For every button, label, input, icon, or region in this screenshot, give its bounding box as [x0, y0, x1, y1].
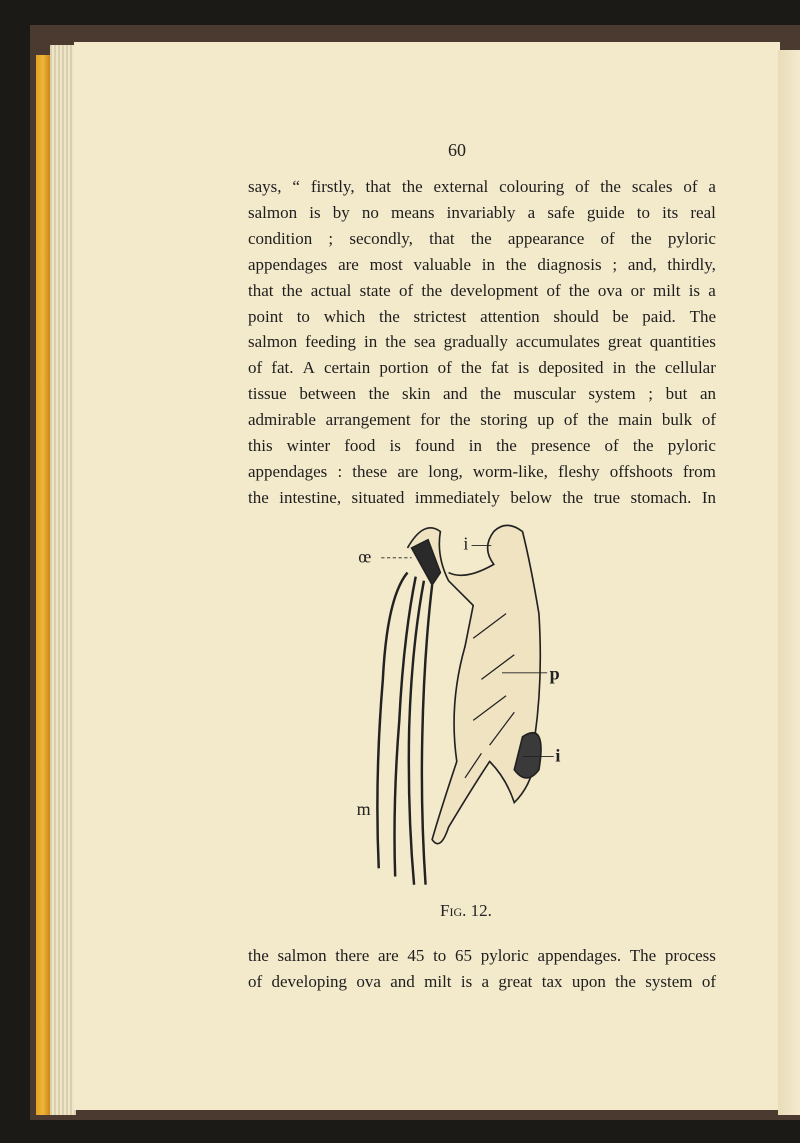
word: of [683, 177, 698, 196]
word: the [421, 280, 443, 300]
word: but [665, 384, 688, 404]
word: appearance [507, 228, 585, 248]
word: condition [248, 228, 313, 248]
word: developing [271, 971, 348, 991]
word: arrangement [325, 410, 411, 430]
word: a [708, 177, 716, 196]
page-edges [50, 45, 76, 1115]
word: pyloric [667, 436, 716, 455]
word: of [546, 280, 561, 300]
word: the [600, 177, 621, 196]
word: true [593, 487, 620, 507]
word: main [618, 410, 653, 430]
figure-illustration [377, 525, 541, 884]
word: or [630, 280, 645, 300]
word: admirable [248, 410, 316, 430]
word: there [335, 946, 370, 965]
word: long, [428, 461, 463, 481]
word: ova [597, 280, 623, 300]
text-line [248, 331, 716, 352]
word: of [398, 280, 414, 300]
word: the [562, 487, 584, 507]
text-line [248, 409, 716, 430]
word: offshoots [609, 461, 673, 481]
word: winter [286, 436, 331, 455]
word: system [588, 384, 636, 404]
word: point [248, 306, 283, 326]
word: to [433, 946, 447, 965]
text-line [248, 945, 716, 966]
text-line [248, 306, 716, 327]
word: paid. [642, 306, 676, 326]
word: and, [627, 254, 657, 274]
word: the [378, 306, 400, 326]
label-pyloric: p [549, 663, 560, 684]
word: 45 [407, 946, 425, 965]
word: is [309, 202, 321, 222]
word: the [587, 410, 609, 430]
word: storing [480, 410, 528, 430]
text-line [248, 357, 716, 378]
word: gradually [443, 332, 508, 352]
word: : [337, 461, 343, 481]
word: for [420, 410, 441, 430]
word: great [607, 332, 642, 352]
word: of [575, 177, 590, 196]
word: situated [351, 487, 405, 507]
word: upon [571, 971, 606, 991]
word: presence [530, 436, 591, 455]
word: a [527, 202, 536, 222]
word: salmon [277, 946, 327, 965]
word: which [323, 306, 366, 326]
word: is [517, 358, 530, 378]
word: the [635, 358, 656, 378]
word: the [480, 384, 501, 404]
word: is [688, 280, 701, 300]
word: fat. [271, 358, 294, 378]
word: a [481, 971, 490, 991]
word: most [369, 254, 403, 274]
word: the [505, 254, 527, 274]
word: be [612, 306, 629, 326]
word: firstly, [310, 177, 355, 196]
word: invariably [446, 202, 516, 222]
word: secondly, [349, 228, 413, 248]
word: that [429, 228, 455, 248]
word: in [468, 436, 482, 455]
word: of [248, 358, 263, 378]
label-intestine-top: i [463, 533, 469, 554]
text-line [248, 254, 716, 275]
figure-caption: Fig. 12. [440, 901, 492, 920]
word: of [600, 228, 615, 248]
word: by [332, 202, 350, 222]
text-line [248, 202, 716, 223]
word: between [299, 384, 356, 404]
word: from [682, 461, 716, 481]
word: the [615, 971, 636, 991]
word: valuable [413, 254, 472, 274]
figure-pyloric-appendages [350, 515, 580, 893]
word: sea [413, 332, 436, 352]
word: its [662, 202, 679, 222]
word: “ [292, 177, 300, 196]
word: great [498, 971, 533, 991]
word: up [537, 410, 555, 430]
word: 65 [455, 946, 472, 965]
word: the [460, 358, 482, 378]
label-milt: m [356, 798, 371, 819]
book-spine-edge [36, 55, 50, 1115]
word: and [390, 971, 415, 991]
word: are [397, 461, 419, 481]
word: the [449, 410, 471, 430]
word: process [664, 946, 716, 965]
text-line [248, 383, 716, 404]
word: a [708, 280, 716, 300]
word: no [361, 202, 379, 222]
word: are [338, 254, 359, 274]
word: A [302, 358, 315, 378]
word: the [632, 436, 654, 455]
text-line [248, 228, 716, 249]
word: that [248, 280, 274, 300]
word: the [368, 384, 390, 404]
word: The [689, 306, 716, 326]
word: appendages [248, 461, 328, 481]
word: attention [480, 306, 540, 326]
word: of [701, 971, 716, 991]
word: milt [424, 971, 452, 991]
word: of [701, 410, 716, 430]
text-line [248, 971, 716, 992]
word: tissue [248, 384, 287, 404]
word: the [281, 280, 303, 300]
word: found [414, 436, 455, 455]
word: to [636, 202, 651, 222]
word: and [442, 384, 468, 404]
word: appendages [248, 254, 328, 274]
word: food [344, 436, 376, 455]
word: the [568, 280, 590, 300]
word: ; [612, 254, 618, 274]
word: deposited [538, 358, 604, 378]
word: external [433, 177, 489, 196]
word: fleshy [558, 461, 600, 481]
word: worm-like, [472, 461, 548, 481]
word: appendages. [537, 946, 622, 965]
word: the [496, 436, 517, 455]
word: strictest [413, 306, 467, 326]
word: should [553, 306, 599, 326]
word: the [630, 228, 652, 248]
word: quantities [649, 332, 716, 352]
word: real [690, 202, 716, 222]
word: portion [379, 358, 429, 378]
text-line [248, 280, 716, 301]
word: salmon [248, 332, 298, 352]
word: says, [248, 177, 282, 196]
word: scales [631, 177, 673, 196]
word: In [701, 487, 716, 507]
word: The [629, 946, 657, 965]
word: below [510, 487, 552, 507]
word: thirdly, [667, 254, 716, 274]
word: means [391, 202, 435, 222]
word: of [437, 358, 452, 378]
word: tax [541, 971, 563, 991]
word: intestine, [279, 487, 342, 507]
word: pyloric [667, 228, 716, 248]
word: cellular [664, 358, 716, 378]
right-page-edges [778, 50, 800, 1115]
text-line [248, 435, 716, 456]
text-line [248, 176, 716, 197]
word: guide [586, 202, 625, 222]
word: are [377, 946, 399, 965]
word: immediately [414, 487, 500, 507]
word: milt [653, 280, 681, 300]
word: system [645, 971, 693, 991]
word: is [460, 971, 473, 991]
word: safe [547, 202, 575, 222]
text-line [248, 487, 716, 508]
word: that [365, 177, 391, 196]
word: certain [324, 358, 371, 378]
word: the [470, 228, 492, 248]
word: to [296, 306, 310, 326]
word: ova [356, 971, 381, 991]
word: diagnosis [537, 254, 602, 274]
word: in [612, 358, 626, 378]
word: development [450, 280, 539, 300]
label-intestine-bottom: i [555, 745, 561, 766]
word: the [248, 946, 269, 965]
word: fat [490, 358, 509, 378]
word: of [604, 436, 619, 455]
word: ; [648, 384, 653, 404]
word: in [364, 332, 378, 352]
word: the [385, 332, 407, 352]
word: muscular [513, 384, 576, 404]
word: feeding [305, 332, 357, 352]
text-line [248, 461, 716, 482]
word: these [352, 461, 388, 481]
word: stomach. [630, 487, 692, 507]
page-number: 60 [448, 140, 466, 160]
word: the [401, 177, 423, 196]
label-oesophagus: œ [358, 546, 372, 567]
word: salmon [248, 202, 298, 222]
word: colouring [499, 177, 565, 196]
word: an [699, 384, 716, 404]
word: of [248, 971, 263, 991]
word: pyloric [480, 946, 529, 965]
word: in [481, 254, 496, 274]
word: actual [310, 280, 352, 300]
word: accumulates [515, 332, 600, 352]
word: is [389, 436, 401, 455]
word: bulk [661, 410, 693, 430]
word: state [359, 280, 391, 300]
word: this [248, 436, 273, 455]
word: ; [328, 228, 334, 248]
word: skin [401, 384, 431, 404]
word: of [563, 410, 579, 430]
word: the [248, 487, 269, 507]
